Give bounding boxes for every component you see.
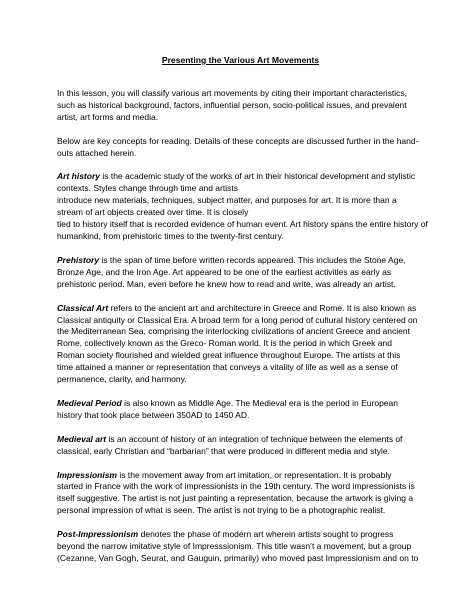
post-impressionism-line: beyond the narrow imitative style of Impresssionism. This title wasn’t a movement, but a group <box>57 541 412 552</box>
prehistory-line: Bronze Age, and the Iron Age. Art appeared to be one of the earliest activities as early as <box>57 266 392 277</box>
medieval-art-line: classical, early Christian and “barbarian” that were produced in different media and style. <box>57 445 390 456</box>
impressionism-line: personal impression of what is seen. The artist is not trying to be a photographic realist. <box>57 505 386 516</box>
classical-art-line: Roman society flourished and wielded great influence throughout Europe. The artists at this <box>57 350 401 361</box>
classical-art-line: Classical antiquity or Classical Era. A broad term for a long period of cultural history centered on <box>57 314 418 325</box>
medieval-period-text: is also known as Middle Age. The Medieval era is the period in European <box>121 397 398 408</box>
classical-art-text: refers to the ancient art and architecture in Greece and Rome. It is also known as <box>108 302 417 313</box>
prehistory-paragraph <box>57 255 424 291</box>
intro-line: artist, art forms and media. <box>57 111 159 122</box>
post-impressionism-paragraph <box>57 529 424 565</box>
post-impressionism-line: (Cezanne, Van Gogh, Seurat, and Gauguin, primarily) who moved past Impressionism and on to <box>57 553 419 563</box>
intro-paragraph <box>57 88 424 124</box>
impressionism-text: is the movement away from art imitation, or representation. It is probably <box>117 469 392 480</box>
classical-art-term: Classical Art <box>57 302 109 313</box>
medieval-art-text: is an account of history of an integration of technique between the elements of <box>106 433 403 444</box>
medieval-art-term: Medieval art <box>57 433 107 444</box>
intro-line: such as historical background, factors, influential person, socio-political issues, and prevalent <box>57 99 407 110</box>
prehistory-text: is the span of time before written records appeared. This includes the Stone Age, <box>99 254 406 265</box>
art-history-term: Art history <box>57 171 100 182</box>
art-history-line: contexts. Styles change through time and artists <box>57 183 238 194</box>
intro-line: In this lesson, you will classify various art movements by citing their important characteristics, <box>57 87 408 98</box>
art-history-line: humankind, from prehistoric times to the twenty-first century. <box>57 230 284 241</box>
classical-art-line: permanence, clarity, and harmony. <box>57 374 187 385</box>
page-title: Presenting the Various Art Movements <box>161 55 320 65</box>
medieval-period-paragraph <box>57 398 424 422</box>
prehistory-term: Prehistory <box>57 254 100 265</box>
impressionism-line: started in France with the work of impressionists in the 19th century. The word impressionists is <box>57 481 415 492</box>
classical-art-line: the Mediterranean Sea, comprising the interlocking civilizations of ancient Greece and ancient <box>57 326 410 337</box>
classical-art-line: Rome, collectively known as the Greco- Roman world. It is the period in which Greek and <box>57 338 392 349</box>
art-history-paragraph <box>57 171 428 242</box>
concepts-line: Below are key concepts for reading. Details of these concepts are discussed further in the hand- <box>57 135 419 146</box>
concepts-paragraph <box>57 136 424 160</box>
medieval-period-term: Medieval Period <box>57 397 122 408</box>
medieval-period-line: history that took place between 350AD to 1450 AD. <box>57 409 250 420</box>
post-impressionism-text: denotes the phase of modern art wherein artists sought to progress <box>138 529 394 540</box>
medieval-art-paragraph <box>57 434 424 458</box>
classical-art-paragraph <box>57 303 424 386</box>
post-impressionism-term: Post-Impressionism <box>57 529 139 540</box>
art-history-line: tied to history itself that is recorded evidence of human event. Art history spans the entire history of <box>57 219 428 230</box>
impressionism-term: Impressionism <box>57 469 117 480</box>
art-history-line: introduce new materials, techniques, subject matter, and purposes for art. It is more than a <box>57 195 397 206</box>
classical-art-line: time attained a manner or representation that conveys a vitality of life as well as a sense of <box>57 362 398 373</box>
art-history-text: is the academic study of the works of art in their historical development and stylistic <box>99 171 416 182</box>
impressionism-paragraph <box>57 470 424 518</box>
prehistory-line: prehistoric period. Man, even before he knew how to read and write, was already an artist. <box>57 278 396 289</box>
art-history-line: stream of art objects created over time. It is closely <box>57 207 249 218</box>
concepts-line: outs attached herein. <box>57 147 137 158</box>
impressionism-line: itself suggestive. The artist is not just painting a representation, because the artwork is giving a <box>57 493 414 504</box>
